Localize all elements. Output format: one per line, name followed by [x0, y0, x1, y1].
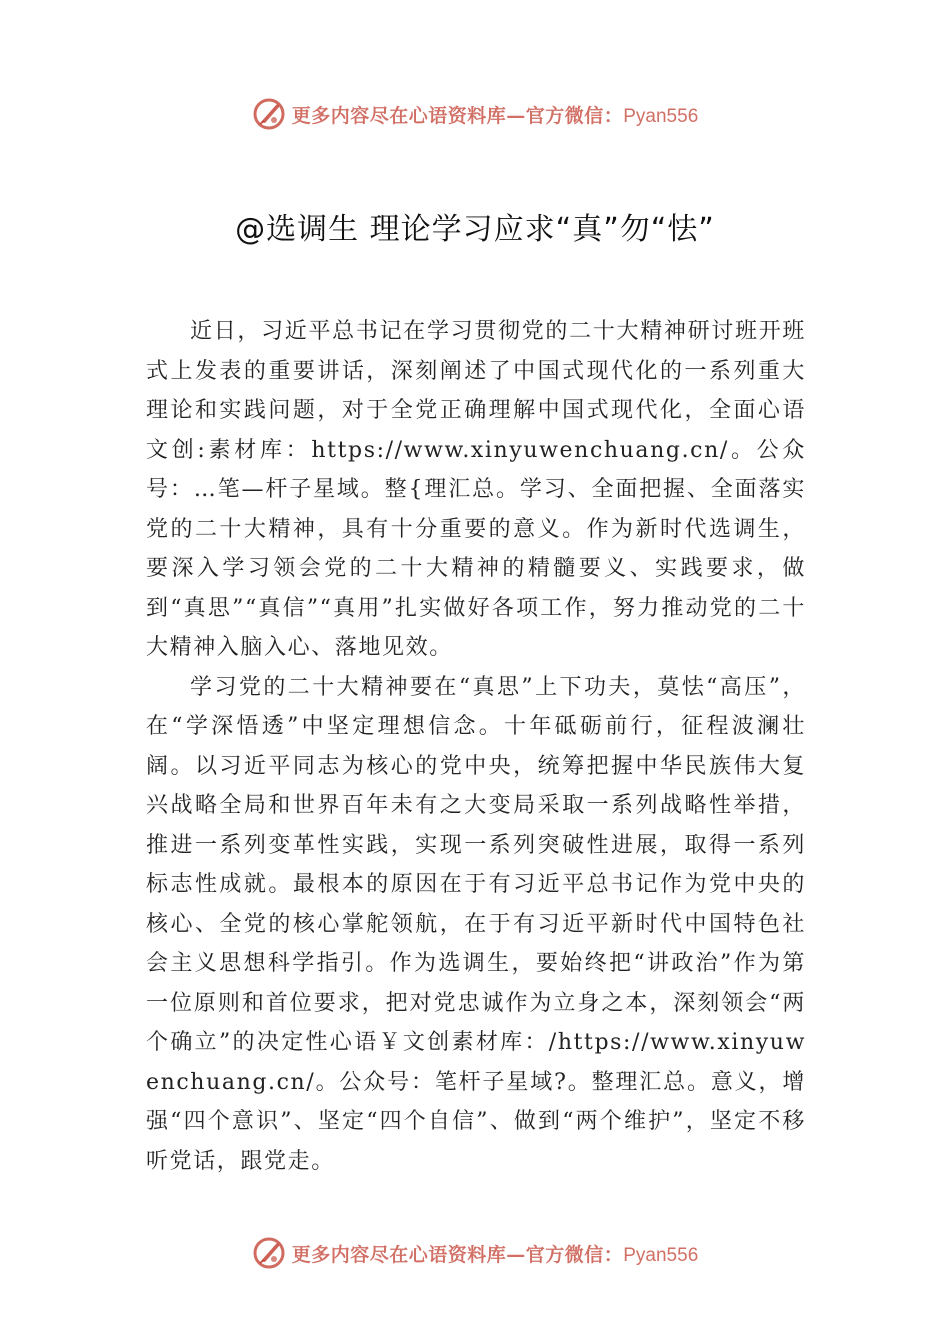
- banner-text: 更多内容尽在心语资料库—官方微信：Pyan556: [291, 104, 699, 127]
- paragraph: 近日，习近平总书记在学习贯彻党的二十大精神研讨班开班式上发表的重要讲话，深刻阐述了中国式现代化的一系列重大理论和实践问题，对于全党正确理解中国式现代化，全面心语文创:素材库：https://www.xinyuwenchuang.cn/。公众号：…笔—杆子星域。整{理汇总。学习、全面把握、全面落实党的二十大精神，具有十分重要的意义。作为新时代选调生，要深入学习领会党的二十大精神的精髓要义、实践要求，做到“真思”“真信”“真用”扎实做好各项工作，努力推动党的二十大精神入脑入心、落地见效。: [146, 319, 806, 660]
- footer-banner: [0, 1233, 950, 1273]
- quill-pen-seal-icon: [252, 1236, 286, 1270]
- header-banner: [0, 94, 950, 134]
- document-body: [146, 312, 806, 1181]
- paragraph: 学习党的二十大精神要在“真思”上下功夫，莫怯“高压”，在“学深悟透”中坚定理想信念。十年砥砺前行，征程波澜壮阔。以习近平同志为核心的党中央，统筹把握中华民族伟大复兴战略全局和世界百年未有之大变局采取一系列战略性举措，推进一系列变革性实践，实现一系列突破性进展，取得一系列标志性成就。最根本的原因在于有习近平总书记作为党中央的核心、全党的核心掌舵领航，在于有习近平新时代中国特色社会主义思想科学指引。作为选调生，要始终把“讲政治”作为第一位原则和首位要求，把对党忠诚作为立身之本，深刻领会“两个确立”的决定性心语￥文创素材库：/https://www.xinyuwenchuang.cn/。公众号：笔杆子星域?。整理汇总。意义，增强“四个意识”、坚定“四个自信”、做到“两个维护”，坚定不移听党话，跟党走。: [146, 674, 806, 1174]
- page-title: @选调生 理论学习应求“真”勿“怯”: [235, 212, 715, 247]
- wechat-id: Pyan556: [623, 1244, 699, 1266]
- banner-text: 更多内容尽在心语资料库—官方微信：Pyan556: [291, 1243, 699, 1266]
- wechat-id: Pyan556: [623, 105, 699, 127]
- quill-pen-seal-icon: [252, 97, 286, 131]
